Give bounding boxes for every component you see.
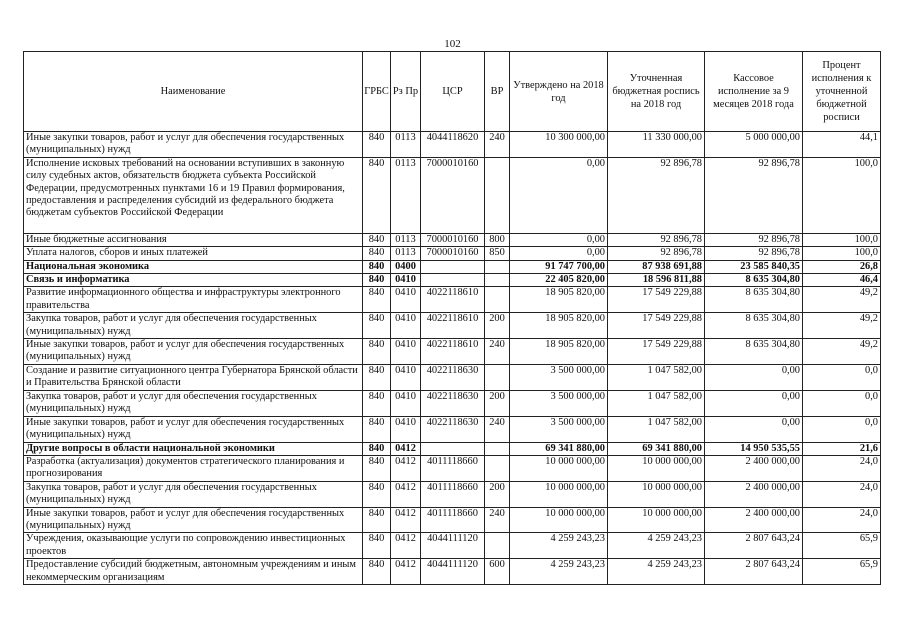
table-row xyxy=(24,287,881,313)
cell-executed: 8 635 304,80 xyxy=(705,287,803,313)
cell-rzpr: 0412 xyxy=(391,533,421,559)
table-row xyxy=(24,442,881,455)
cell-csr: 4044111120 xyxy=(421,559,485,585)
cell-executed: 2 807 643,24 xyxy=(705,533,803,559)
cell-refined: 1 047 582,00 xyxy=(608,416,705,442)
header-percent: Процент исполнения к уточненной бюджетной росписи xyxy=(803,52,881,132)
cell-vr: 240 xyxy=(485,339,510,365)
cell-approved: 10 000 000,00 xyxy=(510,481,608,507)
cell-vr xyxy=(485,533,510,559)
header-grbs: ГРБС xyxy=(363,52,391,132)
header-rzpr: Рз Пр xyxy=(391,52,421,132)
cell-grbs: 840 xyxy=(363,416,391,442)
cell-rzpr: 0410 xyxy=(391,287,421,313)
cell-vr xyxy=(485,287,510,313)
cell-executed: 92 896,78 xyxy=(705,247,803,260)
cell-grbs: 840 xyxy=(363,247,391,260)
cell-name: Уплата налогов, сборов и иных платежей xyxy=(24,247,363,260)
table-row xyxy=(24,390,881,416)
cell-rzpr: 0113 xyxy=(391,233,421,246)
cell-executed: 5 000 000,00 xyxy=(705,132,803,158)
cell-name: Иные закупки товаров, работ и услуг для обеспечения государственных (муниципальных) нужд xyxy=(24,416,363,442)
cell-percent: 65,9 xyxy=(803,559,881,585)
cell-percent: 0,0 xyxy=(803,390,881,416)
cell-rzpr: 0412 xyxy=(391,481,421,507)
cell-name: Иные закупки товаров, работ и услуг для обеспечения государственных (муниципальных) нужд xyxy=(24,339,363,365)
cell-approved: 0,00 xyxy=(510,233,608,246)
cell-grbs: 840 xyxy=(363,339,391,365)
cell-refined: 17 549 229,88 xyxy=(608,287,705,313)
cell-csr: 4022118610 xyxy=(421,339,485,365)
cell-grbs: 840 xyxy=(363,455,391,481)
cell-approved: 0,00 xyxy=(510,157,608,233)
cell-refined: 10 000 000,00 xyxy=(608,455,705,481)
cell-executed: 2 400 000,00 xyxy=(705,481,803,507)
cell-vr: 200 xyxy=(485,481,510,507)
cell-name: Иные бюджетные ассигнования xyxy=(24,233,363,246)
cell-executed: 8 635 304,80 xyxy=(705,339,803,365)
cell-grbs: 840 xyxy=(363,533,391,559)
cell-vr xyxy=(485,455,510,481)
cell-name: Иные закупки товаров, работ и услуг для обеспечения государственных (муниципальных) нужд xyxy=(24,507,363,533)
cell-csr: 4022118630 xyxy=(421,390,485,416)
header-name: Наименование xyxy=(24,52,363,132)
header-vr: ВР xyxy=(485,52,510,132)
cell-refined: 10 000 000,00 xyxy=(608,507,705,533)
cell-grbs: 840 xyxy=(363,442,391,455)
table-row xyxy=(24,274,881,287)
cell-refined: 17 549 229,88 xyxy=(608,313,705,339)
cell-executed: 8 635 304,80 xyxy=(705,313,803,339)
cell-refined: 1 047 582,00 xyxy=(608,364,705,390)
cell-vr xyxy=(485,260,510,273)
cell-executed: 23 585 840,35 xyxy=(705,260,803,273)
cell-percent: 100,0 xyxy=(803,157,881,233)
cell-refined: 4 259 243,23 xyxy=(608,533,705,559)
cell-name: Исполнение исковых требований на основании вступивших в законную силу судебных актов, обязательств бюджета субъекта Российской Федерации, предусмотренных пунктами 16 и 19 Правил формирования, предоставления и распределения субсидий из федерального бюджета бюджетам субъектов Российской Федерации xyxy=(24,157,363,233)
cell-vr: 200 xyxy=(485,390,510,416)
cell-vr xyxy=(485,157,510,233)
cell-rzpr: 0410 xyxy=(391,313,421,339)
table-row xyxy=(24,416,881,442)
table-row xyxy=(24,481,881,507)
cell-approved: 91 747 700,00 xyxy=(510,260,608,273)
cell-refined: 18 596 811,88 xyxy=(608,274,705,287)
cell-approved: 69 341 880,00 xyxy=(510,442,608,455)
cell-vr: 240 xyxy=(485,132,510,158)
cell-approved: 4 259 243,23 xyxy=(510,559,608,585)
cell-executed: 0,00 xyxy=(705,416,803,442)
cell-grbs: 840 xyxy=(363,390,391,416)
cell-refined: 4 259 243,23 xyxy=(608,559,705,585)
cell-rzpr: 0410 xyxy=(391,339,421,365)
table-row xyxy=(24,247,881,260)
cell-percent: 46,4 xyxy=(803,274,881,287)
cell-grbs: 840 xyxy=(363,157,391,233)
cell-csr: 4011118660 xyxy=(421,507,485,533)
cell-rzpr: 0412 xyxy=(391,559,421,585)
cell-executed: 0,00 xyxy=(705,390,803,416)
cell-refined: 69 341 880,00 xyxy=(608,442,705,455)
cell-name: Закупка товаров, работ и услуг для обеспечения государственных (муниципальных) нужд xyxy=(24,481,363,507)
cell-percent: 0,0 xyxy=(803,364,881,390)
cell-name: Разработка (актуализация) документов стратегического планирования и прогнозирования xyxy=(24,455,363,481)
table-row xyxy=(24,507,881,533)
table-row xyxy=(24,132,881,158)
table-row xyxy=(24,339,881,365)
header-csr: ЦСР xyxy=(421,52,485,132)
cell-grbs: 840 xyxy=(363,260,391,273)
table-row xyxy=(24,364,881,390)
table-body xyxy=(24,132,881,585)
cell-csr: 4022118630 xyxy=(421,364,485,390)
cell-rzpr: 0113 xyxy=(391,132,421,158)
cell-csr: 4022118610 xyxy=(421,313,485,339)
cell-grbs: 840 xyxy=(363,313,391,339)
cell-csr: 4022118610 xyxy=(421,287,485,313)
cell-name: Создание и развитие ситуационного центра Губернатора Брянской области и Правительства Брянской области xyxy=(24,364,363,390)
cell-executed: 0,00 xyxy=(705,364,803,390)
cell-approved: 3 500 000,00 xyxy=(510,416,608,442)
cell-refined: 17 549 229,88 xyxy=(608,339,705,365)
cell-name: Предоставление субсидий бюджетным, автономным учреждениям и иным некоммерческим организациям xyxy=(24,559,363,585)
cell-vr xyxy=(485,274,510,287)
cell-grbs: 840 xyxy=(363,364,391,390)
cell-approved: 3 500 000,00 xyxy=(510,390,608,416)
cell-executed: 92 896,78 xyxy=(705,157,803,233)
table-header-row xyxy=(24,52,881,132)
cell-name: Закупка товаров, работ и услуг для обеспечения государственных (муниципальных) нужд xyxy=(24,313,363,339)
cell-rzpr: 0410 xyxy=(391,390,421,416)
cell-csr: 7000010160 xyxy=(421,157,485,233)
cell-name: Национальная экономика xyxy=(24,260,363,273)
cell-rzpr: 0113 xyxy=(391,157,421,233)
cell-grbs: 840 xyxy=(363,507,391,533)
cell-grbs: 840 xyxy=(363,559,391,585)
cell-executed: 2 807 643,24 xyxy=(705,559,803,585)
cell-approved: 18 905 820,00 xyxy=(510,287,608,313)
cell-percent: 49,2 xyxy=(803,313,881,339)
cell-csr: 4011118660 xyxy=(421,481,485,507)
cell-rzpr: 0412 xyxy=(391,507,421,533)
budget-table xyxy=(23,51,881,585)
cell-vr: 240 xyxy=(485,416,510,442)
table-row xyxy=(24,233,881,246)
cell-grbs: 840 xyxy=(363,233,391,246)
cell-grbs: 840 xyxy=(363,132,391,158)
cell-refined: 10 000 000,00 xyxy=(608,481,705,507)
cell-approved: 18 905 820,00 xyxy=(510,339,608,365)
cell-vr xyxy=(485,442,510,455)
cell-name: Иные закупки товаров, работ и услуг для обеспечения государственных (муниципальных) нужд xyxy=(24,132,363,158)
cell-csr xyxy=(421,442,485,455)
cell-name: Развитие информационного общества и инфраструктуры электронного правительства xyxy=(24,287,363,313)
cell-executed: 8 635 304,80 xyxy=(705,274,803,287)
cell-percent: 21,6 xyxy=(803,442,881,455)
cell-executed: 14 950 535,55 xyxy=(705,442,803,455)
cell-percent: 100,0 xyxy=(803,247,881,260)
cell-refined: 92 896,78 xyxy=(608,157,705,233)
cell-executed: 2 400 000,00 xyxy=(705,507,803,533)
cell-rzpr: 0410 xyxy=(391,364,421,390)
cell-refined: 87 938 691,88 xyxy=(608,260,705,273)
cell-refined: 92 896,78 xyxy=(608,247,705,260)
cell-executed: 92 896,78 xyxy=(705,233,803,246)
cell-vr: 200 xyxy=(485,313,510,339)
cell-name: Другие вопросы в области национальной экономики xyxy=(24,442,363,455)
cell-approved: 3 500 000,00 xyxy=(510,364,608,390)
cell-percent: 26,8 xyxy=(803,260,881,273)
header-refined: Уточненная бюджетная роспись на 2018 год xyxy=(608,52,705,132)
header-approved: Утверждено на 2018 год xyxy=(510,52,608,132)
cell-vr: 800 xyxy=(485,233,510,246)
cell-executed: 2 400 000,00 xyxy=(705,455,803,481)
cell-csr: 4011118660 xyxy=(421,455,485,481)
header-executed: Кассовое исполнение за 9 месяцев 2018 года xyxy=(705,52,803,132)
cell-name: Связь и информатика xyxy=(24,274,363,287)
cell-csr: 7000010160 xyxy=(421,233,485,246)
cell-csr xyxy=(421,274,485,287)
cell-rzpr: 0412 xyxy=(391,442,421,455)
cell-name: Закупка товаров, работ и услуг для обеспечения государственных (муниципальных) нужд xyxy=(24,390,363,416)
cell-rzpr: 0113 xyxy=(391,247,421,260)
cell-approved: 0,00 xyxy=(510,247,608,260)
cell-percent: 0,0 xyxy=(803,416,881,442)
cell-vr: 240 xyxy=(485,507,510,533)
cell-grbs: 840 xyxy=(363,287,391,313)
table-row xyxy=(24,157,881,233)
cell-refined: 1 047 582,00 xyxy=(608,390,705,416)
cell-csr: 4022118630 xyxy=(421,416,485,442)
cell-percent: 49,2 xyxy=(803,339,881,365)
cell-name: Учреждения, оказывающие услуги по сопровождению инвестиционных проектов xyxy=(24,533,363,559)
cell-percent: 24,0 xyxy=(803,455,881,481)
cell-percent: 24,0 xyxy=(803,481,881,507)
cell-percent: 100,0 xyxy=(803,233,881,246)
table-row xyxy=(24,313,881,339)
cell-csr: 4044111120 xyxy=(421,533,485,559)
cell-csr: 7000010160 xyxy=(421,247,485,260)
cell-approved: 10 300 000,00 xyxy=(510,132,608,158)
cell-vr: 850 xyxy=(485,247,510,260)
cell-percent: 49,2 xyxy=(803,287,881,313)
table-row xyxy=(24,533,881,559)
cell-rzpr: 0410 xyxy=(391,274,421,287)
cell-percent: 65,9 xyxy=(803,533,881,559)
cell-rzpr: 0400 xyxy=(391,260,421,273)
table-row xyxy=(24,455,881,481)
cell-vr xyxy=(485,364,510,390)
cell-rzpr: 0412 xyxy=(391,455,421,481)
table-row xyxy=(24,559,881,585)
table-row xyxy=(24,260,881,273)
cell-approved: 4 259 243,23 xyxy=(510,533,608,559)
cell-csr xyxy=(421,260,485,273)
cell-percent: 44,1 xyxy=(803,132,881,158)
cell-approved: 10 000 000,00 xyxy=(510,507,608,533)
cell-grbs: 840 xyxy=(363,481,391,507)
cell-approved: 10 000 000,00 xyxy=(510,455,608,481)
cell-refined: 11 330 000,00 xyxy=(608,132,705,158)
cell-csr: 4044118620 xyxy=(421,132,485,158)
cell-vr: 600 xyxy=(485,559,510,585)
cell-refined: 92 896,78 xyxy=(608,233,705,246)
page-number: 102 xyxy=(444,38,461,50)
cell-grbs: 840 xyxy=(363,274,391,287)
cell-approved: 18 905 820,00 xyxy=(510,313,608,339)
cell-approved: 22 405 820,00 xyxy=(510,274,608,287)
cell-rzpr: 0410 xyxy=(391,416,421,442)
cell-percent: 24,0 xyxy=(803,507,881,533)
